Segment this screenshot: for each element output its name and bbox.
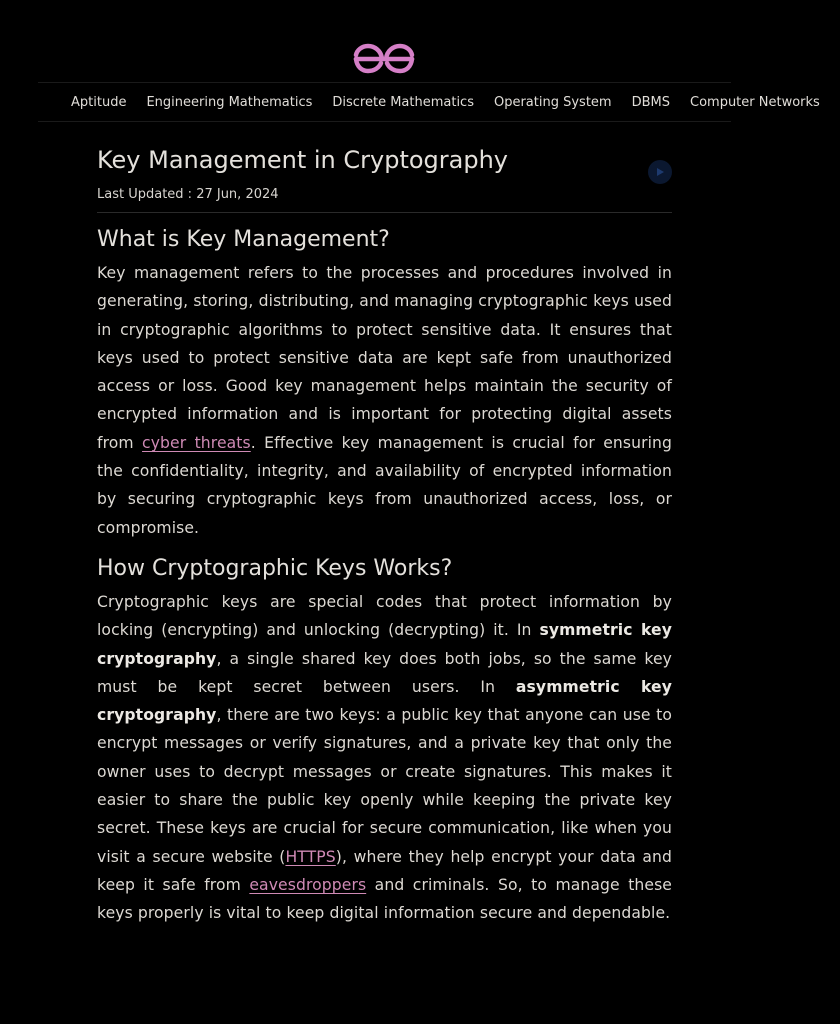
- nav-item-discrete-mathematics[interactable]: Discrete Mathematics: [332, 94, 474, 110]
- paragraph-key-management: [97, 259, 672, 542]
- site-header: [0, 0, 768, 82]
- nav-item-aptitude[interactable]: Aptitude: [71, 94, 127, 110]
- text-segment: Cryptographic keys are special codes that protect information by locking (encrypting) and unlocking (decrypting) it. In: [97, 592, 672, 640]
- play-icon: [655, 167, 665, 177]
- section-heading-how-keys-work: How Cryptographic Keys Works?: [97, 555, 453, 581]
- text-segment: ), where they help encrypt your data and keep it safe from: [97, 847, 672, 894]
- gfg-logo[interactable]: [353, 42, 415, 74]
- text-segment: , there are two keys: a public key that anyone can use to encrypt messages or verify signatures, and a private key that only the owner uses to decrypt messages or create signatures. This makes it easier to share the public key openly while keeping the private key secret. These keys are crucial for secure communication, like when you visit a secure website (: [97, 706, 672, 866]
- nav-item-engineering-mathematics[interactable]: Engineering Mathematics: [146, 94, 313, 110]
- text-segment: and criminals. So, to manage these keys properly is vital to keep digital information secure and dependable.: [97, 875, 673, 923]
- bold-asymmetric-key: asymmetric key cryptography: [97, 677, 672, 725]
- last-updated: Last Updated : 27 Jun, 2024: [97, 187, 279, 202]
- play-button[interactable]: [648, 160, 672, 184]
- page-title: Key Management in Cryptography: [97, 146, 508, 174]
- text-segment: . Effective key management is crucial for ensuring the confidentiality, integrity, and availability of encrypted information by securing cryptographic keys from unauthorized access, loss, or compromise.: [97, 433, 673, 537]
- nav-list: [71, 83, 840, 121]
- top-nav: [38, 82, 820, 122]
- article-header: [97, 140, 672, 213]
- nav-item-dbms[interactable]: DBMS: [631, 94, 670, 110]
- paragraph-how-keys-work: [97, 588, 672, 928]
- text-segment: , a single shared key does both jobs, so the same key must be kept secret between users. In: [97, 649, 672, 696]
- link-eavesdroppers[interactable]: eavesdroppers: [249, 875, 367, 894]
- link-https[interactable]: HTTPS: [285, 847, 336, 866]
- bold-symmetric-key: symmetric key cryptography: [97, 621, 672, 668]
- section-heading-key-management: What is Key Management?: [97, 227, 390, 252]
- nav-item-computer-networks[interactable]: Computer Networks: [690, 94, 820, 110]
- article: [97, 140, 672, 928]
- text-segment: Key management refers to the processes and procedures involved in generating, storing, distributing, and managing cryptographic keys used in cryptographic algorithms to protect sensitive data. It ensures that keys used to protect sensitive data are kept safe from unauthorized access or loss. Good key management helps maintain the security of encrypted information and is important for protecting digital assets from: [97, 264, 672, 452]
- nav-item-operating-system[interactable]: Operating System: [493, 94, 612, 110]
- link-cyber-threats[interactable]: cyber threats: [142, 433, 251, 452]
